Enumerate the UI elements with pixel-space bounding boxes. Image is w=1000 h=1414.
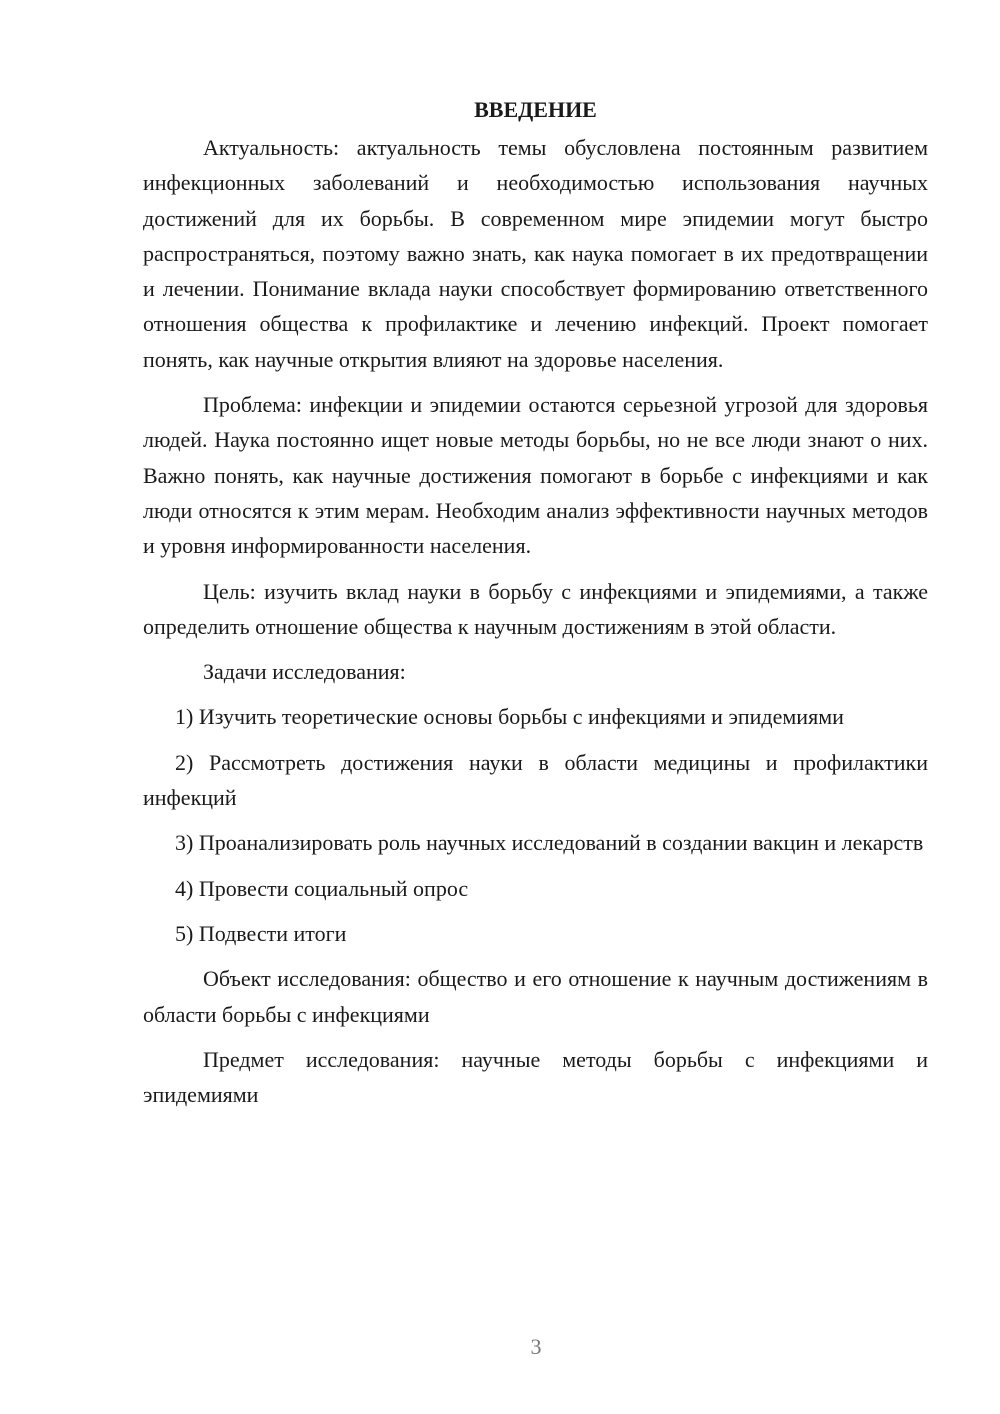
document-page: [143, 92, 928, 1122]
task-item-4: 4) Провести социальный опрос: [175, 875, 469, 901]
object-paragraph: Объект исследования: общество и его отношение к научным достижениям в области борьбы с инфекциями: [143, 966, 928, 1027]
relevance-paragraph: Актуальность: актуальность темы обусловлена постоянным развитием инфекционных заболеваний и необходимостью использования научных достижений для их борьбы. В современном мире эпидемии могут быстро распространяться, поэтому важно знать, как наука помогает в их предотвращении и лечении. Понимание вклада науки способствует формированию ответственного отношения общества к профилактике и лечению инфекций. Проект помогает понять, как научные открытия влияют на здоровье населения.: [143, 135, 928, 372]
subject-paragraph: Предмет исследования: научные методы борьбы с инфекциями и эпидемиями: [143, 1046, 928, 1108]
goal-paragraph: Цель: изучить вклад науки в борьбу с инфекциями и эпидемиями, а также определить отношение общества к научным достижениям в этой области.: [143, 578, 928, 639]
task-item-3: 3) Проанализировать роль научных исследований в создании вакцин и лекарств: [175, 830, 924, 856]
page-number: 3: [530, 1334, 542, 1359]
task-item-2: 2) Рассмотреть достижения науки в области медицины и профилактики инфекций: [143, 749, 928, 811]
task-item-5: 5) Подвести итоги: [175, 920, 347, 946]
problem-paragraph: Проблема: инфекции и эпидемии остаются серьезной угрозой для здоровья людей. Наука постоянно ищет новые методы борьбы, но не все люди знают о них. Важно понять, как научные достижения помогают в борьбе с инфекциями и как люди относятся к этим мерам. Необходим анализ эффективности научных методов и уровня информированности населения.: [143, 392, 928, 559]
tasks-heading: Задачи исследования:: [203, 659, 406, 685]
task-item-1: 1) Изучить теоретические основы борьбы с инфекциями и эпидемиями: [175, 704, 844, 730]
section-title: ВВЕДЕНИЕ: [474, 97, 597, 122]
